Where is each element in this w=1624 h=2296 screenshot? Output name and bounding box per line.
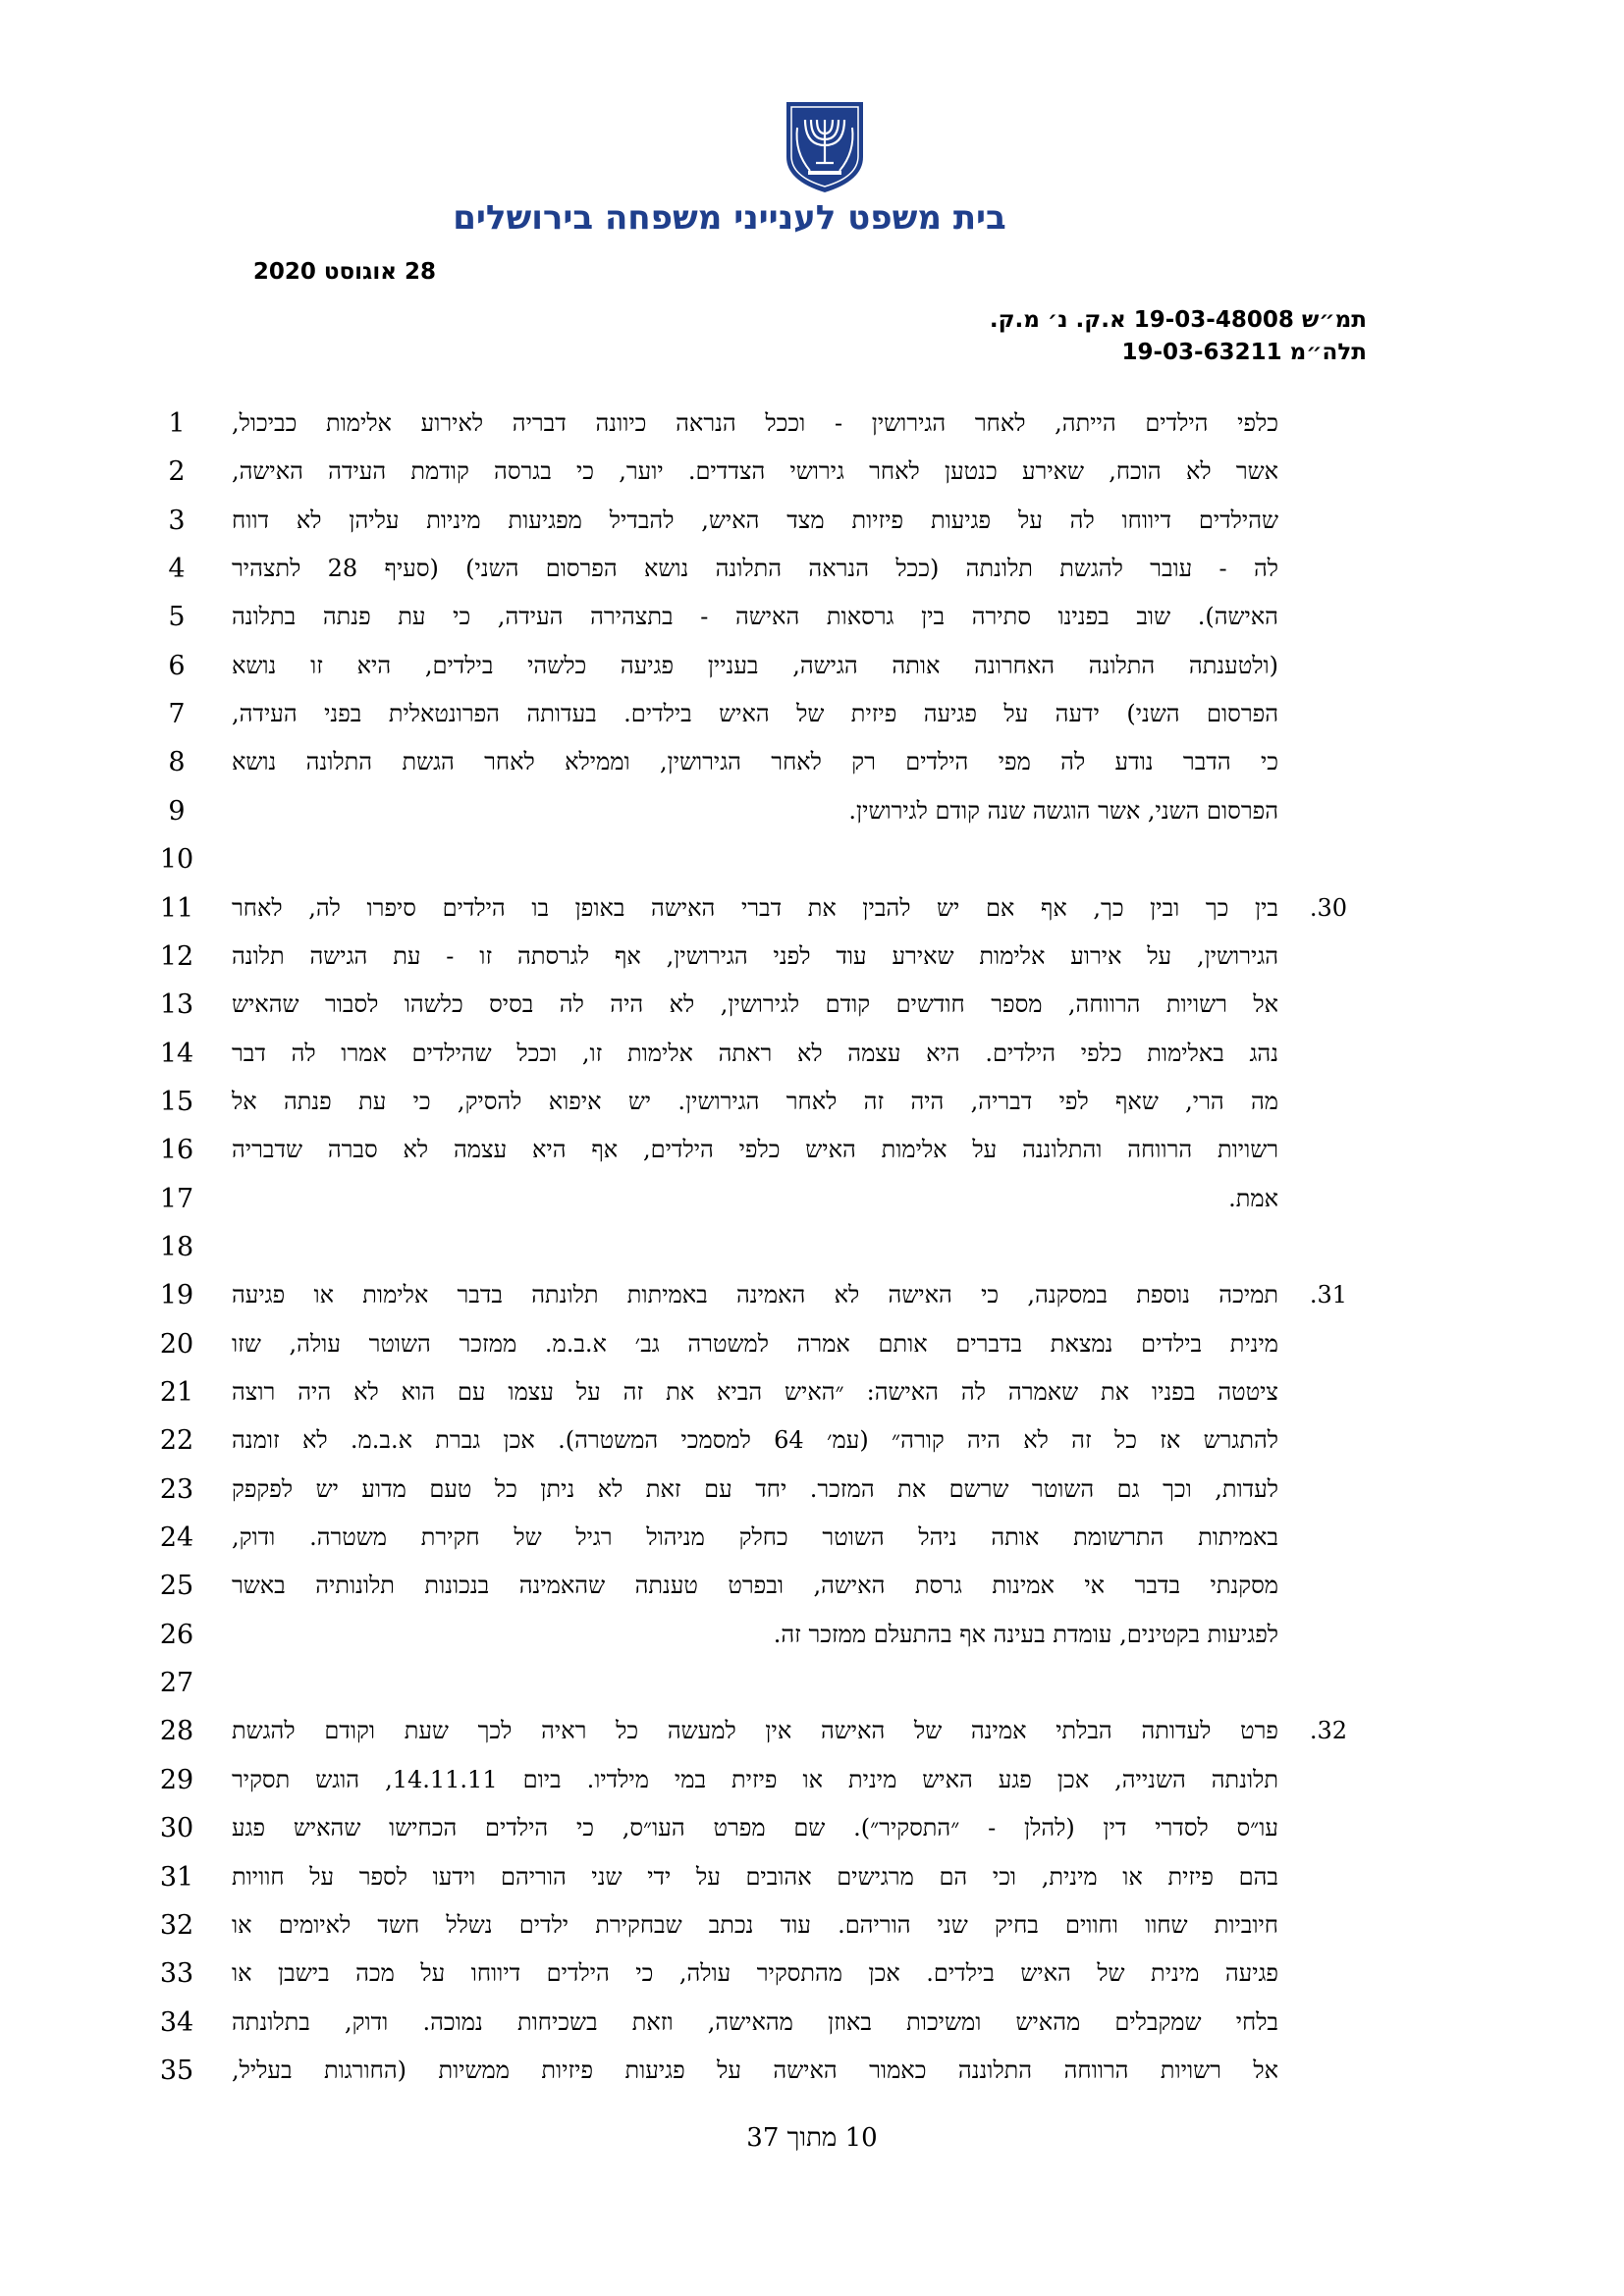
document-line	[0, 642, 1624, 690]
line-text: להתגרש אז כל זה לא היה קורה״ (עמ׳ 64 למסמכי המשטרה). אכן גברת א.ב.מ. לא זומנה	[232, 1426, 1278, 1455]
line-number: 1	[168, 408, 186, 439]
document-line	[0, 497, 1624, 545]
line-text: רשויות הרווחה והתלוננה על אלימות האיש כלפי הילדים, אף היא עצמה לא סברה שדבריה	[232, 1136, 1278, 1164]
paragraph-number: 30.	[1309, 893, 1347, 922]
line-text: אל רשויות הרווחה התלוננה כאמור האישה על פגיעות פיזיות ממשיות (החורגות בעליל,	[232, 2056, 1278, 2084]
document-line	[0, 1804, 1624, 1852]
paragraph-number: 32.	[1309, 1717, 1347, 1745]
line-text: בלחי שמקבלים מהאיש ומשיכות באוזן מהאישה, וזאת בשכיחות נמוכה. ודוק, בתלונתה	[232, 2007, 1278, 2036]
line-text: שהילדים דיווחו לה על פגיעות פיזיות מצד האיש, להבדיל מפגיעות מיניות עליהן לא דווח	[232, 506, 1278, 534]
document-date: 28 אוגוסט 2020	[252, 259, 436, 285]
document-line	[0, 1078, 1624, 1126]
line-text: הפרסום השני) ידעה על פגיעה פיזית של האיש בילדים. בעדותה הפרונטאלית בפני העידה,	[232, 700, 1278, 728]
line-text: חיוביות שחוו וחווים בחיק שני הוריהם. עוד נכתב שבחקירת ילדים נשלל חשד לאיומים או	[232, 1910, 1278, 1939]
document-line	[0, 1659, 1624, 1707]
line-number: 33	[159, 1958, 194, 1990]
document-line	[0, 1707, 1624, 1755]
line-text: תלונתה השנייה, אכן פגע האיש מינית או פיזית במי מילדיו. ביום 14.11.11, הוגש תסקיר	[232, 1765, 1278, 1793]
document-line	[0, 884, 1624, 933]
document-line	[0, 1126, 1624, 1174]
document-line	[0, 933, 1624, 981]
state-emblem-icon	[781, 98, 869, 194]
line-text: בין כך ובין כך, אף אם יש להבין את דברי האישה באופן בו הילדים סיפרו לה, לאחר	[232, 893, 1278, 922]
document-line	[0, 1223, 1624, 1271]
document-line	[0, 1416, 1624, 1465]
line-text: בהם פיזית או מינית, וכי הם מרגישים אהובים על ידי שני הוריהם וידעו לספר על חוויות	[232, 1862, 1278, 1891]
line-text: עו״ס לסדרי דין (להלן - ״התסקיר״). שם מפרט העו״ס, כי הילדים הכחישו שהאיש פגע	[232, 1814, 1278, 1842]
line-number: 18	[159, 1231, 194, 1262]
line-number: 32	[159, 1909, 194, 1941]
document-line	[0, 738, 1624, 786]
document-line	[0, 545, 1624, 593]
line-number: 2	[168, 456, 186, 488]
line-text: הפרסום השני, אשר הוגשה שנה קודם לגירושין.	[848, 796, 1278, 825]
line-number: 24	[159, 1522, 194, 1554]
document-line	[0, 448, 1624, 496]
line-text: אמת.	[1228, 1184, 1278, 1212]
line-text: מינית בילדים נמצאת בדברים אותם אמרה למשטרה גב׳ א.ב.מ. ממזכר השוטר עולה, שזו	[232, 1329, 1278, 1358]
line-text: האישה). שוב בפנינו סתירה בין גרסאות האישה - בתצהירה העידה, כי עת פנתה בתלונה	[232, 603, 1278, 631]
line-number: 8	[168, 747, 186, 778]
line-number: 10	[159, 844, 194, 876]
document-line	[0, 981, 1624, 1029]
line-text: כי הדבר נודע לה מפי הילדים רק לאחר הגירושין, וממילא לאחר הגשת התלונה נושא	[232, 748, 1278, 776]
document-line	[0, 1175, 1624, 1223]
document-line	[0, 1320, 1624, 1368]
line-number: 11	[159, 892, 194, 924]
page-number: 10 מתוך 37	[746, 2123, 878, 2153]
document-line	[0, 787, 1624, 835]
line-number: 7	[168, 699, 186, 730]
line-number: 6	[168, 650, 186, 681]
document-line	[0, 1756, 1624, 1804]
line-text: מה הרי, שאף לפי דבריה, היה זה לאחר הגירושין. יש איפוא להסיק, כי עת פנתה אל	[232, 1087, 1278, 1115]
line-text: מסקנתי בדבר אי אמינות גרסת האישה, ובפרט טענתה שהאמינה בנכונות תלונותיה באשר	[232, 1572, 1278, 1600]
line-text: לפגיעות בקטינים, עומדת בעינה אף בהתעלם ממזכר זה.	[773, 1620, 1278, 1648]
document-line	[0, 1562, 1624, 1610]
document-line	[0, 1466, 1624, 1514]
line-number: 34	[159, 2006, 194, 2038]
line-text: נהג באלימות כלפי הילדים. היא עצמה לא ראתה אלימות זו, וככל שהילדים אמרו לה דבר	[232, 1039, 1278, 1067]
line-text: תמיכה נוספת במסקנה, כי האישה לא האמינה באמיתות תלונתה בדבר אלימות או פגיעה	[232, 1281, 1278, 1309]
line-text: אל רשויות הרווחה, מספר חודשים קודם לגירושין, לא היה לה בסיס כלשהו לסבור שהאיש	[232, 990, 1278, 1019]
line-text: (ולטענתה התלונה האחרונה אותה הגישה, בעניין פגיעה כלשהי בילדים, היא זו נושא	[232, 651, 1278, 679]
line-number: 13	[159, 989, 194, 1021]
case-number-1: תמ״ש 19-03-48008 א.ק. נ׳ מ.ק.	[989, 307, 1367, 333]
line-text: אשר לא הוכח, שאירע כנטען לאחר גירושי הצדדים. יוער, כי בגרסה קודמת העידה האישה,	[232, 457, 1278, 486]
line-number: 35	[159, 2055, 194, 2086]
line-number: 19	[159, 1280, 194, 1311]
document-line	[0, 1514, 1624, 1562]
line-number: 25	[159, 1571, 194, 1602]
line-number: 30	[159, 1813, 194, 1844]
document-line	[0, 1611, 1624, 1659]
line-text: לעדות, וכך גם השוטר שרשם את המזכר. יחד עם זאת לא ניתן כל טעם מדוע יש לפקפק	[232, 1474, 1278, 1503]
document-line	[0, 593, 1624, 641]
document-line	[0, 1030, 1624, 1078]
line-text: פגיעה מינית של האיש בילדים. אכן מהתסקיר עולה, כי הילדים דיווחו על מכה בישבן או	[232, 1959, 1278, 1988]
document-line	[0, 2047, 1624, 2095]
line-text: באמיתות התרשומת אותה ניהל השוטר כחלק מניהול רגיל של חקירת משטרה. ודוק,	[232, 1523, 1278, 1552]
line-number: 20	[159, 1328, 194, 1360]
line-number: 27	[159, 1668, 194, 1699]
line-number: 21	[159, 1377, 194, 1408]
document-line	[0, 1901, 1624, 1949]
court-name: בית משפט לענייני משפחה בירושלים	[453, 198, 1006, 238]
line-number: 17	[159, 1183, 194, 1214]
line-number: 26	[159, 1619, 194, 1650]
line-number: 22	[159, 1425, 194, 1457]
line-number: 14	[159, 1038, 194, 1069]
case-number-2: תלה״מ 19-03-63211	[1121, 340, 1367, 365]
line-number: 12	[159, 940, 194, 972]
document-line	[0, 1853, 1624, 1901]
paragraph-number: 31.	[1309, 1281, 1347, 1309]
line-number: 4	[168, 554, 186, 585]
document-line	[0, 1368, 1624, 1416]
line-number: 29	[159, 1764, 194, 1795]
line-number: 28	[159, 1716, 194, 1747]
line-text: פרט לעדותה הבלתי אמינה של האישה אין למעשה כל ראיה לכך שעת וקודם להגשת	[232, 1717, 1278, 1745]
line-number: 23	[159, 1473, 194, 1505]
line-text: לה - עובר להגשת תלונתה (ככל הנראה התלונה נושא הפרסום השני) (סעיף 28 לתצהיר	[232, 555, 1278, 583]
document-line	[0, 690, 1624, 738]
line-text: ציטטה בפניו את שאמרה לה האישה: ״האיש הביא את זה על עצמו עם הוא לא היה רוצה	[232, 1378, 1278, 1406]
line-number: 9	[168, 795, 186, 827]
line-number: 3	[168, 505, 186, 536]
document-line	[0, 1999, 1624, 2047]
line-number: 5	[168, 602, 186, 633]
document-line	[0, 835, 1624, 883]
line-number: 31	[159, 1861, 194, 1893]
line-text: כלפי הילדים הייתה, לאחר הגירושין - וככל הנראה כיוונה דבריה לאירוע אלימות כביכול,	[232, 409, 1278, 437]
document-line	[0, 400, 1624, 448]
line-number: 15	[159, 1086, 194, 1117]
line-number: 16	[159, 1135, 194, 1166]
line-text: הגירושין, על אירוע אלימות שאירע עוד לפני הגירושין, אף לגרסתה זו - עת הגישה תלונה	[232, 941, 1278, 970]
document-line	[0, 1949, 1624, 1998]
document-line	[0, 1271, 1624, 1319]
